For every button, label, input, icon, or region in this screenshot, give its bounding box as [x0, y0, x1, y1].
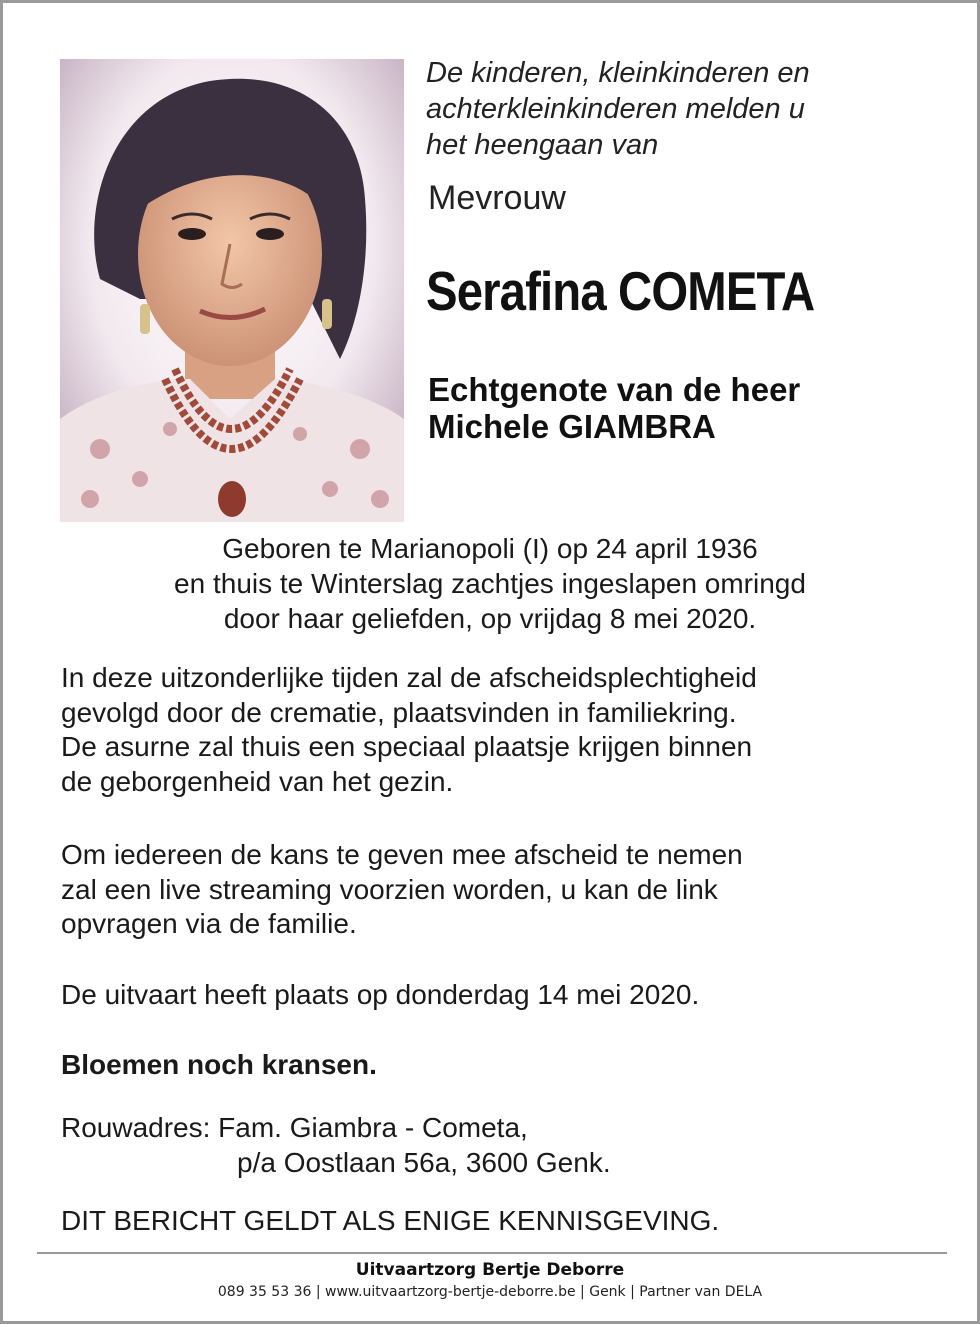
spouse-line: Michele GIAMBRA — [428, 408, 716, 445]
intro-line: De kinderen, kleinkinderen en — [426, 57, 810, 89]
honorific: Mevrouw — [428, 179, 566, 217]
intro-line: het heengaan van — [426, 129, 659, 161]
funeral-company-contact: 089 35 53 36 | www.uitvaartzorg-bertje-deborre.be | Genk | Partner van DELA — [217, 1284, 763, 1300]
birth-line: Geboren te Marianopoli (I) op 24 april 1936 — [222, 533, 758, 564]
funeral-company-name: Uitvaartzorg Bertje Deborre — [355, 1260, 625, 1280]
mourning-address — [61, 1111, 941, 1180]
funeral-date-paragraph: De uitvaart heeft plaats op donderdag 14 mei 2020. — [61, 979, 700, 1010]
spouse-line: Echtgenote van de heer — [428, 371, 801, 408]
paragraph-line: opvragen via de familie. — [61, 908, 357, 939]
intro-text — [426, 55, 946, 163]
paragraph-line: gevolgd door de crematie, plaatsvinden in familiekring. — [61, 696, 737, 728]
streaming-paragraph — [61, 838, 941, 942]
spouse-info — [428, 371, 958, 445]
paragraph-line: In deze uitzonderlijke tijden zal de afscheidsplechtigheid — [61, 662, 757, 693]
birth-and-death-info — [3, 531, 977, 636]
portrait-photo — [60, 59, 404, 522]
address-line: Rouwadres: Fam. Giambra - Cometa, — [61, 1112, 528, 1143]
flowers-notice: Bloemen noch kransen. — [61, 1049, 377, 1080]
portrait-illustration — [60, 59, 404, 522]
official-notice: DIT BERICHT GELDT ALS ENIGE KENNISGEVING. — [61, 1205, 720, 1236]
birth-line: en thuis te Winterslag zachtjes ingeslapen omringd — [174, 568, 806, 599]
paragraph-line: De asurne zal thuis een speciaal plaatsje krijgen binnen — [61, 731, 753, 762]
address-line: p/a Oostlaan 56a, 3600 Genk. — [237, 1146, 611, 1178]
intro-line: achterkleinkinderen melden u — [426, 93, 805, 125]
ceremony-paragraph — [61, 661, 941, 799]
paragraph-line: Om iedereen de kans te geven mee afscheid te nemen — [61, 839, 743, 870]
paragraph-line: de geborgenheid van het gezin. — [61, 765, 454, 797]
footer-divider — [37, 1252, 947, 1254]
deceased-name: Serafina COMETA — [426, 260, 815, 322]
birth-line: door haar geliefden, op vrijdag 8 mei 2020. — [223, 603, 757, 634]
paragraph-line: zal een live streaming voorzien worden, u kan de link — [61, 873, 718, 905]
